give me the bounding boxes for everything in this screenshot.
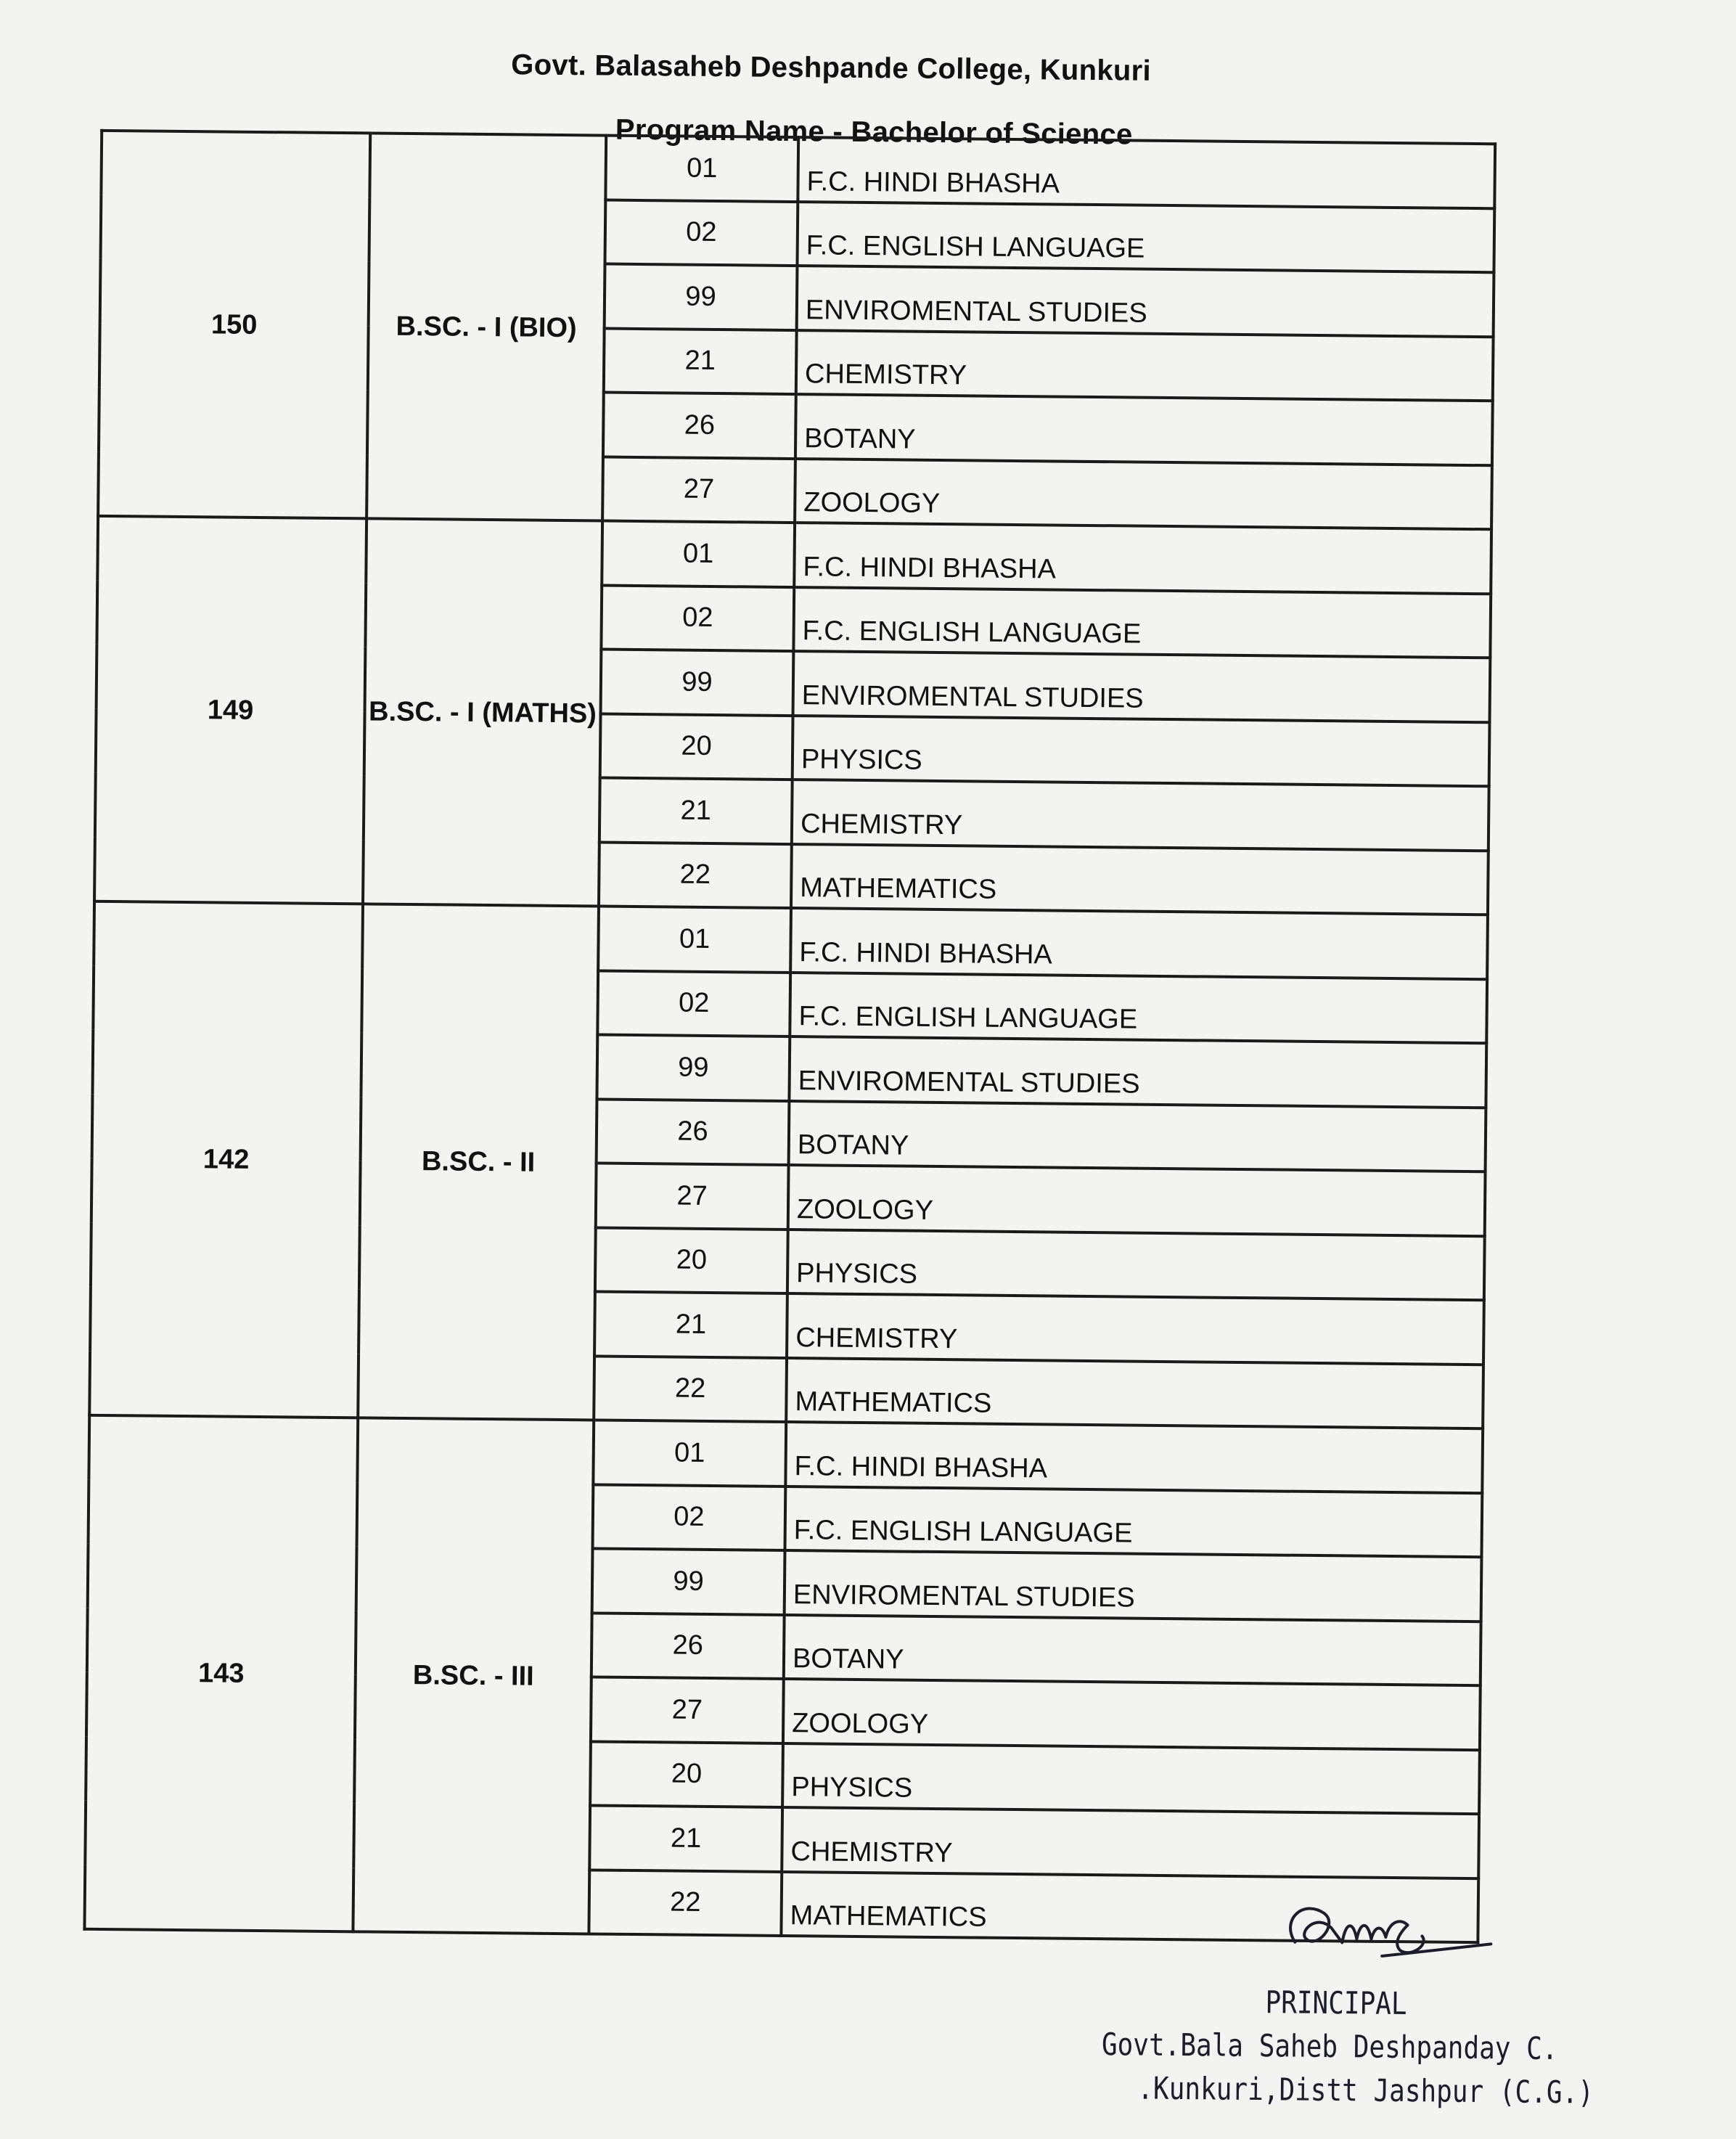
- subject-name-cell: ENVIROMENTAL STUDIES: [797, 266, 1494, 337]
- subject-name-cell: PHYSICS: [787, 1230, 1485, 1301]
- program-code-cell: 142: [89, 901, 363, 1418]
- subject-name-cell: BOTANY: [795, 394, 1493, 465]
- subject-name-cell: F.C. HINDI BHASHA: [794, 523, 1491, 594]
- subject-name-cell: F.C. ENGLISH LANGUAGE: [785, 1486, 1482, 1558]
- handwritten-signature: [1273, 1891, 1506, 1973]
- subject-name-cell: MATHEMATICS: [781, 1871, 1478, 1942]
- subject-name-cell: BOTANY: [784, 1614, 1481, 1685]
- subject-name-cell: F.C. ENGLISH LANGUAGE: [790, 973, 1487, 1044]
- paper-code-cell: 27: [602, 457, 795, 523]
- class-name-cell: B.SC. - I (MATHS): [363, 518, 602, 906]
- paper-code-cell: 01: [602, 521, 795, 587]
- paper-code-cell: 99: [597, 1034, 790, 1100]
- paper-code-cell: 27: [591, 1677, 784, 1743]
- paper-code-cell: 02: [593, 1484, 786, 1550]
- subject-name-cell: MATHEMATICS: [786, 1358, 1483, 1429]
- subjects-table-body: [84, 131, 1495, 1942]
- paper-code-cell: 21: [594, 1291, 787, 1357]
- subject-name-cell: F.C. HINDI BHASHA: [798, 137, 1495, 208]
- paper-code-cell: 20: [595, 1227, 788, 1293]
- table-row: [101, 131, 1495, 208]
- paper-code-cell: 21: [599, 778, 793, 844]
- subject-name-cell: F.C. HINDI BHASHA: [790, 908, 1488, 979]
- paper-code-cell: 02: [597, 970, 790, 1036]
- subject-name-cell: CHEMISTRY: [792, 780, 1489, 851]
- paper-code-cell: 99: [605, 264, 798, 330]
- paper-code-cell: 27: [596, 1163, 789, 1229]
- subject-name-cell: ZOOLOGY: [795, 459, 1492, 530]
- subject-name-cell: ENVIROMENTAL STUDIES: [793, 651, 1491, 722]
- program-code-cell: 150: [98, 131, 370, 519]
- subjects-table: [83, 129, 1497, 1944]
- table-row: [97, 516, 1491, 594]
- paper-code-cell: 26: [597, 1099, 790, 1165]
- subject-name-cell: CHEMISTRY: [796, 330, 1494, 401]
- subject-name-cell: ENVIROMENTAL STUDIES: [785, 1550, 1482, 1621]
- paper-code-cell: 99: [592, 1548, 785, 1614]
- subject-name-cell: PHYSICS: [782, 1743, 1480, 1814]
- subject-name-cell: CHEMISTRY: [787, 1293, 1484, 1365]
- paper-code-cell: 22: [589, 1870, 782, 1936]
- program-title: Program Name - Bachelor of Science: [615, 113, 1133, 151]
- subject-name-cell: F.C. ENGLISH LANGUAGE: [793, 587, 1491, 658]
- paper-code-cell: 22: [594, 1356, 787, 1422]
- paper-code-cell: 21: [604, 328, 797, 394]
- signature-college: Govt.Bala Saheb Deshpanday C.: [1101, 2027, 1558, 2067]
- signature-title: PRINCIPAL: [1265, 1985, 1407, 2022]
- subject-name-cell: BOTANY: [789, 1101, 1486, 1172]
- subject-name-cell: F.C. ENGLISH LANGUAGE: [797, 202, 1494, 273]
- paper-code-cell: 20: [590, 1741, 783, 1807]
- paper-code-cell: 21: [589, 1805, 782, 1871]
- class-name-cell: B.SC. - I (BIO): [367, 133, 606, 520]
- paper-code-cell: 99: [601, 650, 794, 716]
- subject-name-cell: CHEMISTRY: [782, 1807, 1479, 1878]
- paper-code-cell: 26: [603, 393, 796, 459]
- subject-name-cell: MATHEMATICS: [791, 844, 1489, 915]
- paper-code-cell: 22: [599, 842, 792, 908]
- subject-name-cell: ENVIROMENTAL STUDIES: [789, 1036, 1486, 1108]
- subject-name-cell: PHYSICS: [793, 716, 1490, 787]
- subject-name-cell: F.C. HINDI BHASHA: [785, 1422, 1483, 1493]
- class-name-cell: B.SC. - II: [358, 904, 599, 1420]
- subject-name-cell: ZOOLOGY: [788, 1165, 1486, 1236]
- paper-code-cell: 26: [591, 1613, 785, 1679]
- table-row: [94, 901, 1488, 979]
- signature-address: .Kunkuri,Distt Jashpur (C.G.): [1137, 2071, 1594, 2111]
- program-code-cell: 149: [94, 516, 367, 904]
- college-title: Govt. Balasaheb Deshpande College, Kunkuri: [511, 49, 1152, 87]
- paper-code-cell: 02: [605, 200, 798, 266]
- subject-name-cell: ZOOLOGY: [783, 1679, 1481, 1750]
- paper-code-cell: 01: [593, 1420, 786, 1486]
- program-code-cell: 143: [84, 1415, 358, 1932]
- paper-code-cell: 01: [605, 136, 798, 202]
- class-name-cell: B.SC. - III: [353, 1418, 594, 1934]
- paper-code-cell: 20: [600, 713, 793, 780]
- paper-code-cell: 02: [601, 585, 794, 651]
- table-row: [89, 1415, 1483, 1493]
- paper-code-cell: 01: [598, 906, 791, 972]
